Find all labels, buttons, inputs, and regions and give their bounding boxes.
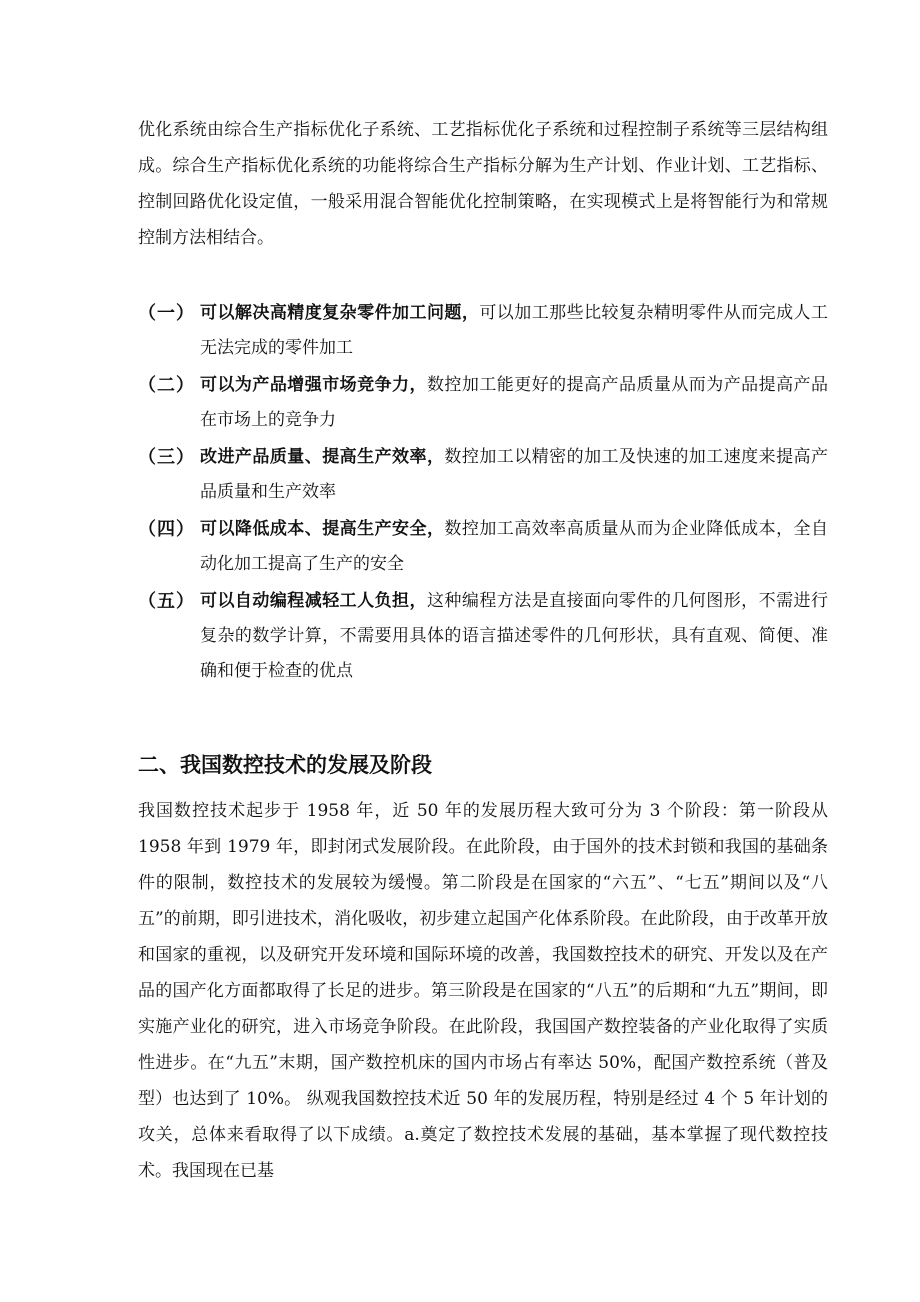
list-item-lead: 改进产品质量、提高生产效率， [200, 447, 445, 467]
document-page [138, 112, 828, 1189]
list-item [138, 512, 828, 582]
list-item-number: （三） [138, 447, 195, 468]
list-item-number: （一） [138, 303, 195, 324]
list-item [138, 440, 828, 510]
list-item-number: （四） [138, 519, 195, 540]
list-item-lead: 可以为产品增强市场竞争力， [200, 375, 427, 395]
list-item-body [200, 440, 828, 510]
list-item-text: 数控加工能更好的提高产品质量从而为产品提高产品在市场上的竞争力 [200, 375, 829, 430]
section-body-paragraph: 我国数控技术起步于 1958 年，近 50 年的发展历程大致可分为 3 个阶段：第一阶段从 1958 年到 1979 年，即封闭式发展阶段。在此阶段，由于国外的技术封锁和我国的基础条件的限制，数控技术的发展较为缓慢。第二阶段是在国家的“六五”、“七五”期间以及“八五”的前期，即引进技术，消化吸收，初步建立起国产化体系阶段。在此阶段，由于改革开放和国家的重视，以及研究开发环境和国际环境的改善，我国数控技术的研究、开发以及在产品的国产化方面都取得了长足的进步。第三阶段是在国家的“八五”的后期和“九五”期间，即实施产业化的研究，进入市场竞争阶段。在此阶段，我国国产数控装备的产业化取得了实质性进步。在“九五”末期，国产数控机床的国内市场占有率达 50%，配国产数控系统（普及型）也达到了 10%。 纵观我国数控技术近 50 年的发展历程，特别是经过 4 个 5 年计划的攻关，总体来看取得了以下成绩。a.奠定了数控技术发展的基础，基本掌握了现代数控技术。我国现在已基 [138, 801, 828, 1181]
intro-paragraph: 优化系统由综合生产指标优化子系统、工艺指标优化子系统和过程控制子系统等三层结构组成。综合生产指标优化系统的功能将综合生产指标分解为生产计划、作业计划、工艺指标、控制回路优化设定值，一般采用混合智能优化控制策略，在实现模式上是将智能行为和常规控制方法相结合。 [138, 120, 828, 248]
section-heading: 二、我国数控技术的发展及阶段 [138, 753, 432, 777]
list-item-text: 数控加工高效率高质量从而为企业降低成本，全自动化加工提高了生产的安全 [200, 519, 829, 574]
list-item-text: 这种编程方法是直接面向零件的几何图形，不需进行复杂的数学计算，不需要用具体的语言描述零件的几何形状，具有直观、简便、准确和便于检查的优点 [200, 591, 829, 681]
advantages-list [138, 296, 828, 689]
list-item-body [200, 368, 828, 438]
list-item-text: 数控加工以精密的加工及快速的加工速度来提高产品质量和生产效率 [200, 447, 829, 502]
list-item-body [200, 584, 828, 689]
list-item [138, 296, 828, 366]
list-item-number: （二） [138, 375, 195, 396]
list-item-text: 可以加工那些比较复杂精明零件从而完成人工无法完成的零件加工 [200, 303, 829, 358]
list-item-lead: 可以解决高精度复杂零件加工问题， [200, 303, 480, 323]
list-item-lead: 可以自动编程减轻工人负担， [200, 591, 427, 611]
list-item-body [200, 512, 828, 582]
list-item-number: （五） [138, 591, 195, 612]
list-item [138, 584, 828, 689]
list-item-body [200, 296, 828, 366]
list-item-lead: 可以降低成本、提高生产安全， [200, 519, 445, 539]
list-item [138, 368, 828, 438]
